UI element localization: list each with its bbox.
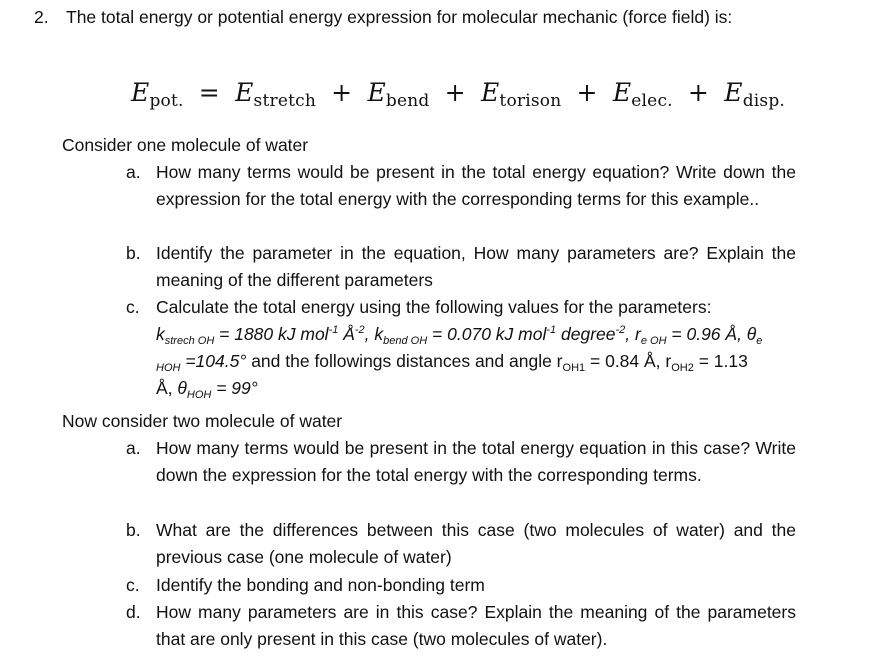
formula-equals: = [198, 78, 220, 107]
list-item [126, 599, 796, 653]
formula-lhs-sub: pot. [149, 91, 184, 111]
item-marker: b. [126, 520, 141, 540]
formula-term-5-sub: disp. [742, 91, 786, 111]
formula-term-2-sub: bend [385, 91, 430, 111]
item-text: What are the differences between this case (two molecules of water) and the previous case (one molecule of water) [156, 520, 796, 567]
param-line-1: $k_{strech OH} = 1880$ kJ mol$^{-1}$ $Å^{-2}$, $k_{bend OH} = 0.070$ kJ mol$^{-1}$ degree$^{-2}$, $r_{e OH} = 0.96$ Å, $\theta_e$ [156, 324, 763, 347]
formula-term-3: E [480, 78, 500, 107]
list-item [126, 294, 796, 402]
item-text: Identify the parameter in the equation, How many parameters are? Explain the meaning of the different parameters [156, 243, 796, 290]
formula-term-1: E [235, 78, 254, 107]
item-marker: c. [126, 575, 140, 595]
formula-plus: + [687, 78, 710, 107]
formula-plus: + [444, 78, 466, 107]
item-marker: a. [126, 162, 141, 182]
formula-lhs: E [131, 78, 150, 107]
part1-intro: Consider one molecule of water [62, 135, 309, 155]
list-item [126, 159, 796, 213]
param-line-3: Å, $\theta_{HOH} = 99^\circ$ [156, 378, 258, 401]
item-lead: Calculate the total energy using the following values for the parameters: [156, 297, 712, 317]
question-text: The total energy or potential energy expression for molecular mechanic (force field) is: [66, 7, 733, 27]
item-text: How many terms would be present in the total energy equation? Write down the expression for the total energy with the corresponding terms for this example.. [156, 162, 796, 209]
formula-term-5: E [724, 78, 743, 107]
energy-formula [131, 76, 785, 118]
item-text: How many terms would be present in the total energy equation in this case? Write down the expression for the total energy with the corresponding terms. [156, 438, 796, 485]
part2-intro: Now consider two molecule of water [62, 411, 343, 431]
item-text: How many parameters are in this case? Explain the meaning of the parameters that are only present in this case (two molecules of water). [156, 602, 796, 649]
item-text: Identify the bonding and non-bonding term [156, 575, 485, 595]
formula-term-1-sub: stretch [253, 91, 316, 111]
param-line-2: $_{HOH}$ =104.5° and the followings distances and angle $r_{OH1} = 0.84$ Å, $r_{OH2} = 1.13$ [156, 351, 748, 374]
list-item [126, 572, 796, 599]
item-marker: a. [126, 438, 141, 458]
formula-plus: + [576, 78, 598, 107]
formula-term-4-sub: elec. [631, 91, 673, 111]
formula-term-2: E [367, 78, 386, 107]
formula-term-3-sub: torison [499, 91, 562, 111]
formula-plus: + [331, 78, 353, 107]
question-number: 2. [34, 7, 49, 27]
list-item [126, 517, 796, 571]
item-text [156, 294, 796, 402]
formula-term-4: E [612, 78, 632, 107]
item-marker: c. [126, 297, 140, 317]
list-item [126, 240, 796, 294]
item-marker: d. [126, 602, 141, 622]
item-marker: b. [126, 243, 141, 263]
list-item [126, 435, 796, 489]
